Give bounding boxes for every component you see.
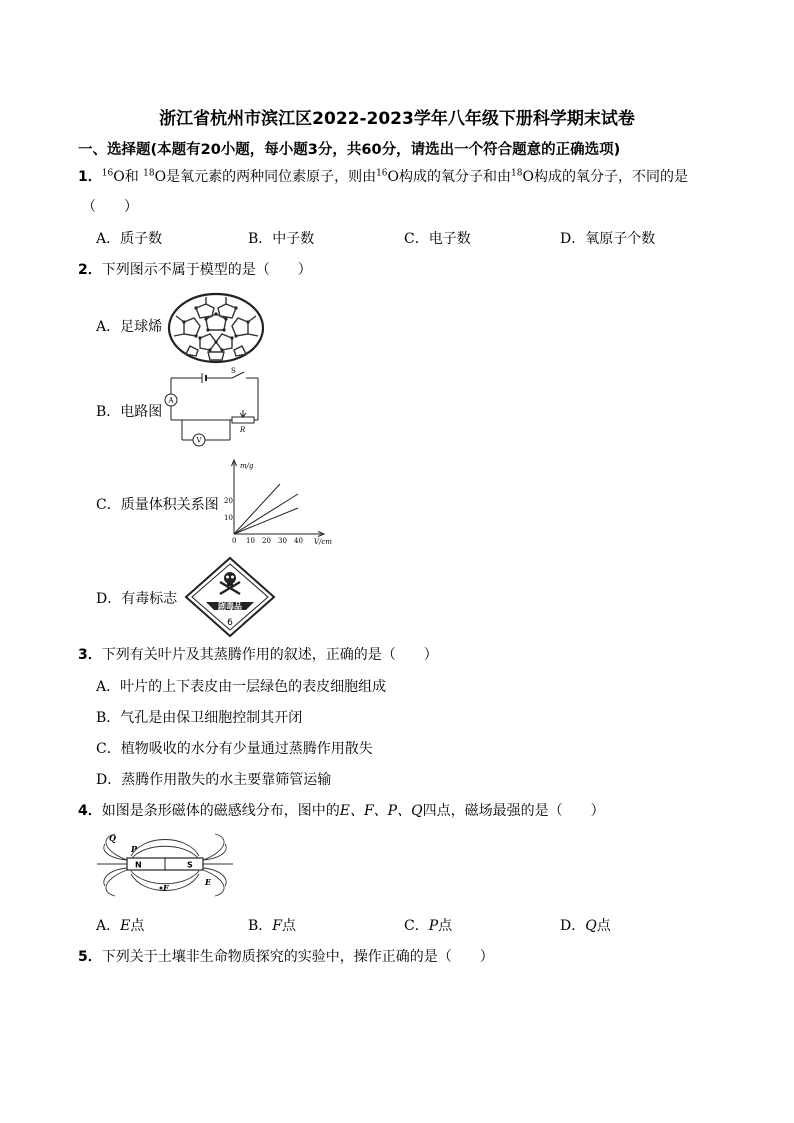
q3-option-d: D．蒸腾作用散失的水主要靠筛管运输 bbox=[96, 772, 332, 788]
q4-option-c: C．P点 bbox=[404, 918, 453, 934]
poison-label-text: 剧毒品 bbox=[218, 602, 242, 611]
q2-option-a: A．足球烯 bbox=[96, 319, 163, 335]
q4-option-b: B．F点 bbox=[248, 918, 297, 934]
poison-class-number: 6 bbox=[227, 618, 233, 628]
graph-x-tick-30: 30 bbox=[278, 537, 287, 545]
magnet-north-label: N bbox=[135, 860, 142, 870]
graph-x-tick-0: 0 bbox=[232, 537, 237, 545]
q1-option-d: D．氧原子个数 bbox=[560, 231, 656, 247]
resistor-label: R bbox=[240, 426, 246, 434]
q4-option-d: D．Q点 bbox=[560, 918, 611, 934]
q3-option-c: C．植物吸收的水分有少量通过蒸腾作用散失 bbox=[96, 741, 373, 757]
fullerene-figure bbox=[166, 292, 266, 364]
magnet-south-label: S bbox=[187, 860, 193, 870]
exam-title: 浙江省杭州市滨江区2022-2023学年八年级下册科学期末试卷 bbox=[159, 109, 635, 129]
q3-option-b: B．气孔是由保卫细胞控制其开闭 bbox=[96, 710, 303, 726]
point-f-label: F bbox=[163, 883, 169, 893]
question-5-stem: 5．下列关于土壤非生命物质探究的实验中，操作正确的是（ ） bbox=[78, 949, 494, 965]
question-3-stem: 3．下列有关叶片及其蒸腾作用的叙述，正确的是（ ） bbox=[78, 647, 438, 663]
point-p-label: P bbox=[131, 844, 138, 854]
graph-y-tick-20: 20 bbox=[224, 497, 233, 505]
question-2-stem: 2．下列图示不属于模型的是（ ） bbox=[78, 262, 312, 278]
q1-option-c: C．电子数 bbox=[404, 231, 471, 247]
graph-y-axis-label: m/g bbox=[240, 462, 254, 470]
bar-magnet-field-figure bbox=[95, 830, 235, 900]
q3-option-a: A．叶片的上下表皮由一层绿色的表皮细胞组成 bbox=[96, 679, 387, 695]
q4-option-a: A．E点 bbox=[96, 918, 145, 934]
ammeter-label: A bbox=[168, 396, 174, 405]
q1-option-b: B．中子数 bbox=[248, 231, 315, 247]
poison-label-figure bbox=[184, 556, 276, 638]
point-q-label: Q bbox=[109, 833, 116, 843]
section-heading: 一、选择题(本题有20小题，每小题3分，共60分，请选出一个符合题意的正确选项) bbox=[78, 142, 621, 158]
point-e-label: E bbox=[205, 877, 212, 887]
graph-y-tick-10: 10 bbox=[224, 514, 233, 522]
question-1-stem: 1．$^{16}$O和 $^{18}$O是氧元素的两种同位素原子，则由$^{16}$O构成的氧分子和由$^{18}$O构成的氧分子，不同的是 bbox=[78, 168, 688, 185]
circuit-diagram-figure bbox=[160, 366, 264, 452]
question-1-answer-blank: （ ） bbox=[82, 199, 138, 215]
voltmeter-label: V bbox=[196, 436, 202, 445]
q2-option-c: C．质量体积关系图 bbox=[96, 497, 219, 513]
graph-x-tick-40: 40 bbox=[294, 537, 303, 545]
q1-option-a: A．质子数 bbox=[96, 231, 163, 247]
q2-option-d: D．有毒标志 bbox=[96, 591, 178, 607]
graph-x-axis-label: V/cm bbox=[314, 538, 332, 546]
mass-volume-graph-figure bbox=[222, 456, 348, 548]
question-4-stem: 4．如图是条形磁体的磁感线分布，图中的E、F、P、Q四点，磁场最强的是（ ） bbox=[78, 803, 605, 819]
graph-x-tick-20: 20 bbox=[262, 537, 271, 545]
switch-label: S bbox=[231, 367, 236, 375]
graph-x-tick-10: 10 bbox=[246, 537, 255, 545]
q2-option-b: B．电路图 bbox=[96, 404, 163, 420]
